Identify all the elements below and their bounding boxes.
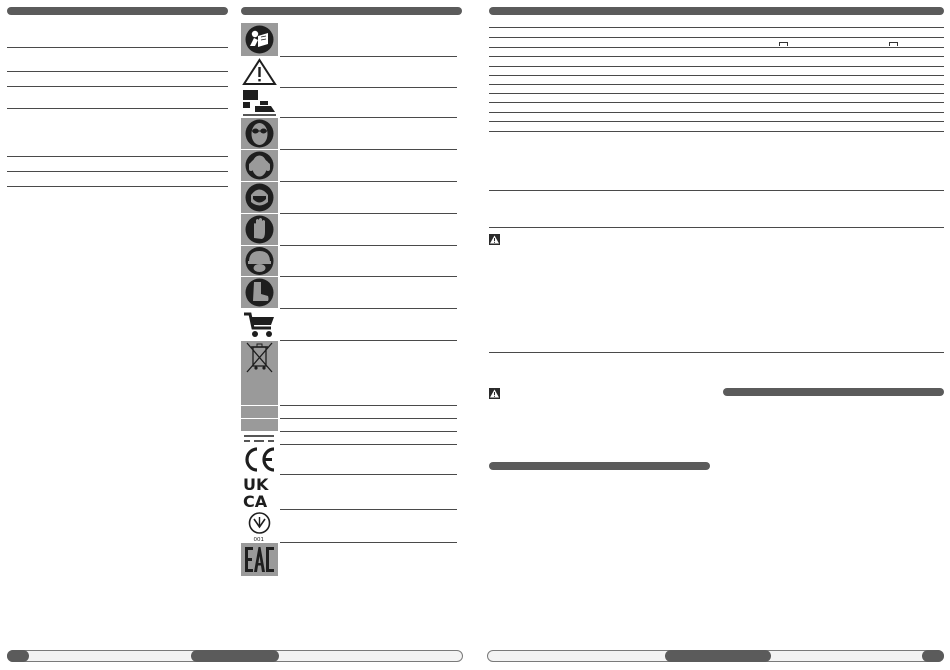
symbol-rule-4 [280, 149, 457, 150]
symbol-warning [241, 57, 278, 87]
symbol-rule-12 [280, 418, 457, 419]
symbol-rule-6 [280, 213, 457, 214]
symbol-ce [241, 445, 278, 474]
symbol-eac [241, 543, 278, 576]
symbol-dc-current [241, 432, 278, 444]
ce-mark-icon [241, 445, 278, 474]
symbol-gloves [241, 214, 278, 245]
left-subsection-bar [489, 462, 710, 470]
symbol-rule-7 [280, 245, 457, 246]
svg-text:CA: CA [243, 492, 268, 509]
right-subsection-bar [723, 388, 944, 396]
symbol-rule-14 [280, 444, 457, 445]
symbol-read-manual [241, 23, 278, 56]
symbol-rule-16 [280, 509, 457, 510]
safety-boots-icon [241, 277, 278, 308]
symbol-ear-protection [241, 150, 278, 181]
left-rule-2 [7, 71, 228, 72]
technical-data-header-bar [489, 7, 944, 15]
symbol-rule-3 [280, 117, 457, 118]
right-page-footer [487, 650, 944, 662]
symbols-section-header-bar [241, 7, 462, 15]
table-rule-12 [489, 131, 944, 132]
symbol-safety-boots [241, 277, 278, 308]
ear-protection-icon [241, 150, 278, 181]
svg-text:001: 001 [253, 537, 264, 542]
table-rule-11 [489, 121, 944, 122]
eye-protection-icon [241, 118, 278, 149]
left-rule-4 [7, 108, 228, 109]
table-rule-10 [489, 112, 944, 113]
read-manual-icon [241, 23, 278, 56]
ukca-mark-icon [241, 475, 278, 509]
symbol-blank-2 [241, 419, 278, 431]
footer-center-tab [665, 650, 771, 662]
table-mark-2 [889, 42, 898, 46]
table-rule-9 [489, 102, 944, 103]
symbol-eye-protection [241, 118, 278, 149]
table-rule-8 [489, 93, 944, 94]
svg-text:UK: UK [243, 475, 269, 494]
symbol-rule-1 [280, 56, 457, 57]
symbol-rule-11 [280, 405, 457, 406]
left-rule-6 [7, 171, 228, 172]
symbol-rule-15 [280, 474, 457, 475]
right-rule-c [489, 352, 944, 353]
crossed-bin-weee-icon [241, 341, 278, 405]
symbol-rule-8 [280, 276, 457, 277]
table-rule-4 [489, 56, 944, 57]
footer-center-tab [191, 650, 279, 662]
symbol-rule-13 [280, 431, 457, 432]
left-page-footer [7, 650, 463, 662]
symbol-dust-mask [241, 182, 278, 213]
rcm-mark-icon [241, 510, 278, 542]
table-rule-7 [489, 84, 944, 85]
left-section-header-bar [7, 7, 228, 15]
table-rule-6 [489, 75, 944, 76]
left-rule-5 [7, 156, 228, 157]
symbol-weee [241, 341, 278, 405]
warning-triangle-icon [241, 57, 278, 87]
symbol-rule-10 [280, 340, 457, 341]
left-rule-7 [7, 186, 228, 187]
table-rule-1 [489, 27, 944, 28]
table-rule-5 [489, 66, 944, 67]
eac-mark-icon [241, 543, 278, 576]
helmet-icon [241, 246, 278, 276]
footer-page-number-tab [7, 650, 29, 662]
gloves-icon [241, 214, 278, 245]
symbol-rule-17 [280, 542, 457, 543]
dc-current-icon [241, 432, 278, 444]
symbol-accessories [241, 309, 278, 340]
right-rule-b [489, 227, 944, 228]
left-rule-3 [7, 86, 228, 87]
symbol-blank-1 [241, 406, 278, 418]
table-rule-2 [489, 37, 944, 38]
symbol-helmet [241, 246, 278, 276]
right-rule-a [489, 190, 944, 191]
table-mark-1 [779, 42, 788, 46]
symbol-rule-2 [280, 87, 457, 88]
footer-page-number-tab [922, 650, 944, 662]
table-rule-3 [489, 47, 944, 48]
warning-icon [489, 388, 500, 399]
dust-mask-icon [241, 182, 278, 213]
symbol-rule-9 [280, 308, 457, 309]
accessories-cart-icon [241, 309, 278, 340]
symbol-ukca [241, 475, 278, 509]
warning-icon [489, 234, 500, 245]
disconnect-battery-icon [241, 88, 278, 117]
symbol-rcm [241, 510, 278, 542]
symbol-rule-5 [280, 181, 457, 182]
left-rule-1 [7, 47, 228, 48]
symbol-disconnect-battery [241, 88, 278, 117]
